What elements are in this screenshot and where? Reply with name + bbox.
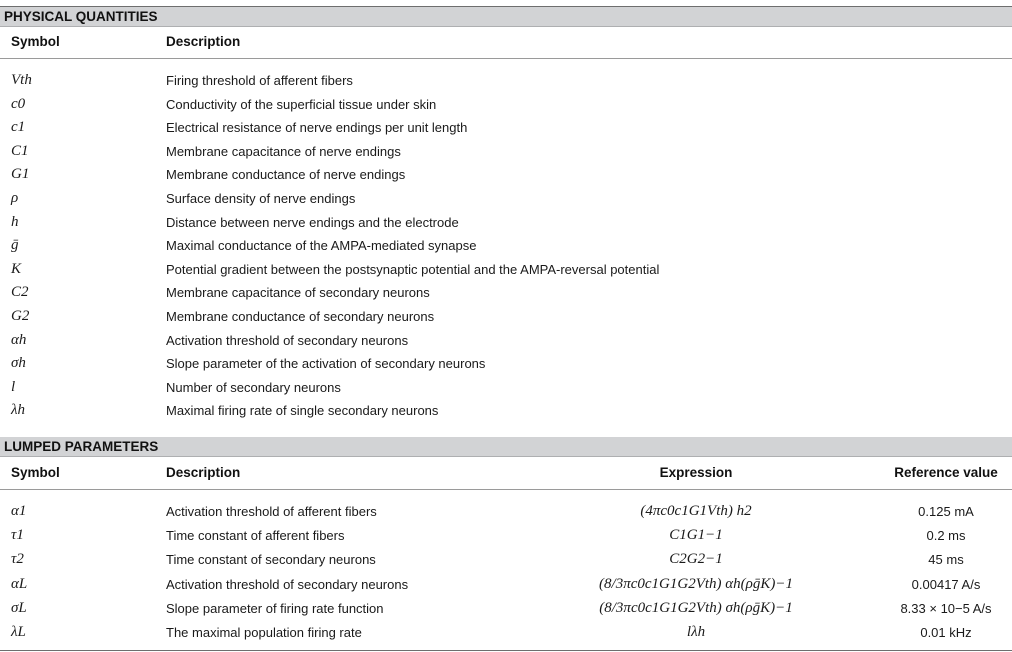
expression-cell: (8/3πc0c1G1G2Vth) αh(ρḡK)−1 [599, 575, 793, 592]
table-row [0, 597, 1012, 620]
table-row [0, 329, 1012, 352]
table-row [0, 399, 1012, 422]
symbol-cell: h [11, 213, 19, 230]
expression-cell: (8/3πc0c1G1G2Vth) σh(ρḡK)−1 [599, 599, 793, 616]
expression-cell: (4πc0c1G1Vth) h2 [640, 503, 752, 519]
column-header-symbol: Symbol [11, 465, 60, 480]
table-row [0, 163, 1012, 186]
column-header-reference-value: Reference value [894, 465, 998, 480]
description-cell: The maximal population firing rate [166, 625, 362, 640]
expression-cell: lλh [686, 624, 706, 640]
symbol-cell: α1 [11, 503, 27, 519]
symbol-cell: ḡ [11, 237, 19, 254]
symbol-cell: K [11, 260, 22, 277]
description-cell: Time constant of afferent fibers [166, 528, 345, 544]
description-cell: Firing threshold of afferent fibers [166, 73, 353, 88]
table-row [0, 548, 1012, 571]
description-cell: Potential gradient between the postsynaptic potential and the AMPA-reversal potential [166, 261, 660, 277]
symbol-cell: αh [11, 331, 27, 348]
table-row [0, 258, 1012, 281]
reference-value-cell: 0.01 kHz [920, 625, 972, 640]
table-row [0, 211, 1012, 234]
expression-cell: C1G1−1 [669, 527, 723, 544]
table-row [0, 376, 1012, 399]
table-row [0, 573, 1012, 596]
reference-value-cell: 0.125 mA [918, 504, 974, 519]
column-header-symbol: Symbol [11, 34, 60, 49]
symbol-cell: τ2 [11, 551, 24, 568]
table-row [0, 524, 1012, 547]
symbol-cell: Vth [11, 72, 32, 88]
table-row [0, 187, 1012, 210]
symbol-cell: λh [11, 402, 25, 419]
symbol-cell: l [11, 378, 16, 395]
description-cell: Maximal firing rate of single secondary neurons [166, 403, 439, 419]
header-divider [0, 58, 1012, 59]
description-cell: Maximal conductance of the AMPA-mediated synapse [166, 238, 477, 254]
symbol-cell: τ1 [11, 527, 24, 544]
description-cell: Membrane capacitance of secondary neurons [166, 285, 430, 301]
table-row [0, 281, 1012, 304]
symbol-cell: C2 [11, 284, 29, 301]
description-cell: Activation threshold of secondary neurons [166, 332, 409, 348]
table-row [0, 140, 1012, 163]
description-cell: Activation threshold of secondary neurons [166, 576, 409, 592]
table-row [0, 234, 1012, 257]
expression-cell: C2G2−1 [669, 551, 723, 568]
column-header-description: Description [166, 465, 241, 480]
symbol-cell: σL [11, 599, 27, 616]
symbol-cell: αL [11, 575, 28, 592]
description-cell: Distance between nerve endings and the electrode [166, 214, 459, 230]
reference-value-cell: 8.33 × 10−5 A/s [900, 600, 992, 616]
symbol-cell: λL [11, 624, 26, 640]
table-row [0, 93, 1012, 116]
symbol-cell: C1 [11, 142, 29, 159]
symbol-cell: G2 [11, 308, 30, 324]
description-cell: Slope parameter of firing rate function [166, 600, 384, 616]
description-cell: Number of secondary neurons [166, 379, 341, 395]
description-cell: Time constant of secondary neurons [166, 552, 376, 568]
description-cell: Conductivity of the superficial tissue under skin [166, 96, 437, 112]
table-row [0, 621, 1012, 644]
table-row [0, 352, 1012, 375]
table-row [0, 116, 1012, 139]
reference-value-cell: 0.00417 A/s [911, 576, 981, 592]
symbol-cell: ρ [11, 190, 19, 206]
section-title-physical-quantities: PHYSICAL QUANTITIES [0, 7, 1012, 27]
table-bottom-rule [0, 650, 1012, 651]
column-header-expression: Expression [659, 465, 733, 480]
reference-value-cell: 0.2 ms [926, 528, 966, 544]
table-row [0, 305, 1012, 328]
description-cell: Slope parameter of the activation of secondary neurons [166, 356, 486, 372]
column-header-description: Description [166, 34, 241, 49]
description-cell: Membrane conductance of nerve endings [166, 167, 406, 183]
section-title-lumped-parameters: LUMPED PARAMETERS [0, 437, 1012, 457]
table-row [0, 69, 1012, 92]
reference-value-cell: 45 ms [928, 552, 964, 568]
symbol-cell: c1 [11, 119, 26, 136]
description-cell: Activation threshold of afferent fibers [166, 504, 377, 519]
description-cell: Membrane conductance of secondary neurons [166, 309, 435, 324]
description-cell: Membrane capacitance of nerve endings [166, 143, 401, 159]
header-divider [0, 489, 1012, 490]
table-row [0, 500, 1012, 523]
symbol-cell: G1 [11, 166, 30, 183]
symbol-cell: σh [11, 355, 26, 372]
description-cell: Surface density of nerve endings [166, 191, 356, 206]
description-cell: Electrical resistance of nerve endings per unit length [166, 120, 468, 136]
symbol-cell: c0 [11, 95, 26, 112]
